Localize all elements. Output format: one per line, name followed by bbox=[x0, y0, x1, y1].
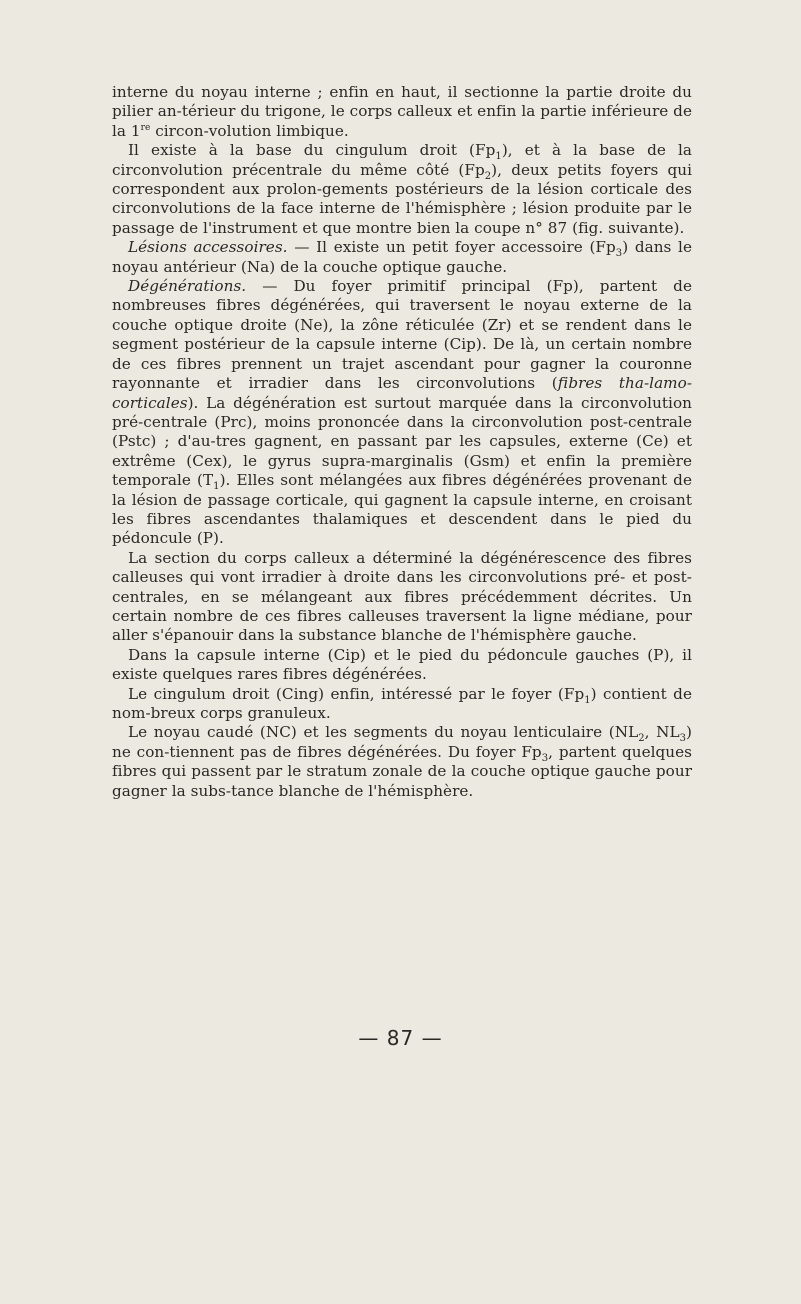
section-lead: Lésions accessoires. bbox=[128, 238, 288, 257]
paragraph-1: interne du noyau interne ; enfin en haut, il sectionne la partie droite du pilier an-térieur du trigone, le corps calleux et enfin la partie inférieure de la 1re circon-volution limbique. bbox=[112, 83, 692, 140]
paragraph-noyau-caude: Le noyau caudé (NC) et les segments du noyau lenticulaire ($NL_2$, $NL_3$) ne con-tiennent pas de fibres dégénérées. Du foyer $Fp_3$, partent quelques fibres qui passent par le stratum zonale de la couche optique gauche pour gagner la subs-tance blanche de l'hémisphère. bbox=[112, 723, 693, 800]
body-text bbox=[112, 83, 692, 801]
paragraph-lesions-accessoires: Lésions accessoires. — Il existe un petit foyer accessoire $(Fp_3)$ dans le noyau antérieur (Na) de la couche optique gauche. bbox=[112, 238, 692, 276]
paragraph-cingulum: Le cingulum droit (Cing) enfin, intéressé par le foyer $(Fp_1)$ contient de nom-breux corps granuleux. bbox=[112, 684, 692, 722]
paragraph-degenerations: Dégénérations. — Du foyer primitif principal (Fp), partent de nombreuses fibres dégénérées, qui traversent le noyau externe de la couche optique droite (Ne), la zône réticulée (Zr) et se rendent dans le segment postérieur de la capsule interne (Cip). De là, un certain nombre de ces fibres prennent un trajet ascendant pour gagner la couronne rayonnante et irradier dans les circonvolutions (fibres tha-lamo-corticales). La dégénération est surtout marquée dans la circonvolution pré-centrale (Prc), moins prononcée dans la circonvolution post-centrale (Pstc) ; d'au-tres gagnent, en passant par les capsules, externe (Ce) et extrême (Cex), le gyrus supra-marginalis (Gsm) et enfin la première temporale $(T_1)$. Elles sont mélangées aux fibres dégénérées provenant de la lésion de passage corticale, qui gagnent la capsule interne, en croisant les fibres ascendantes thalamiques et descendent dans le pied du pédoncule (P). bbox=[112, 277, 693, 548]
paragraph-capsule-interne: Dans la capsule interne (Cip) et le pied du pédoncule gauches (P), il existe quelques rares fibres dégénérées. bbox=[112, 645, 692, 684]
paragraph-corps-calleux: La section du corps calleux a déterminé la dégénérescence des fibres calleuses qui vont irradier à droite dans les circonvolutions pré- et post-centrales, en se mélangeant aux fibres précédemment décrites. Un certain nombre de ces fibres calleuses traversent la ligne médiane, pour aller s'épanouir dans la substance blanche de l'hémisphère gauche. bbox=[112, 548, 692, 645]
paragraph-2: Il existe à la base du cingulum droit $(Fp_1)$, et à la base de la circonvolution précentrale du même côté $(Fp_2)$, deux petits foyers qui correspondent aux prolon-gements postérieurs de la lésion corticale des circonvolutions de la face interne de l'hémisphère ; lésion produite par le passage de l'instrument et que montre bien la coupe n° 87 (fig. suivante). bbox=[112, 141, 693, 237]
section-lead: Dégénérations. bbox=[128, 277, 247, 296]
page-number: — 87 — bbox=[358, 1026, 443, 1050]
italic-term: fibres tha-lamo-corticales bbox=[112, 374, 693, 412]
